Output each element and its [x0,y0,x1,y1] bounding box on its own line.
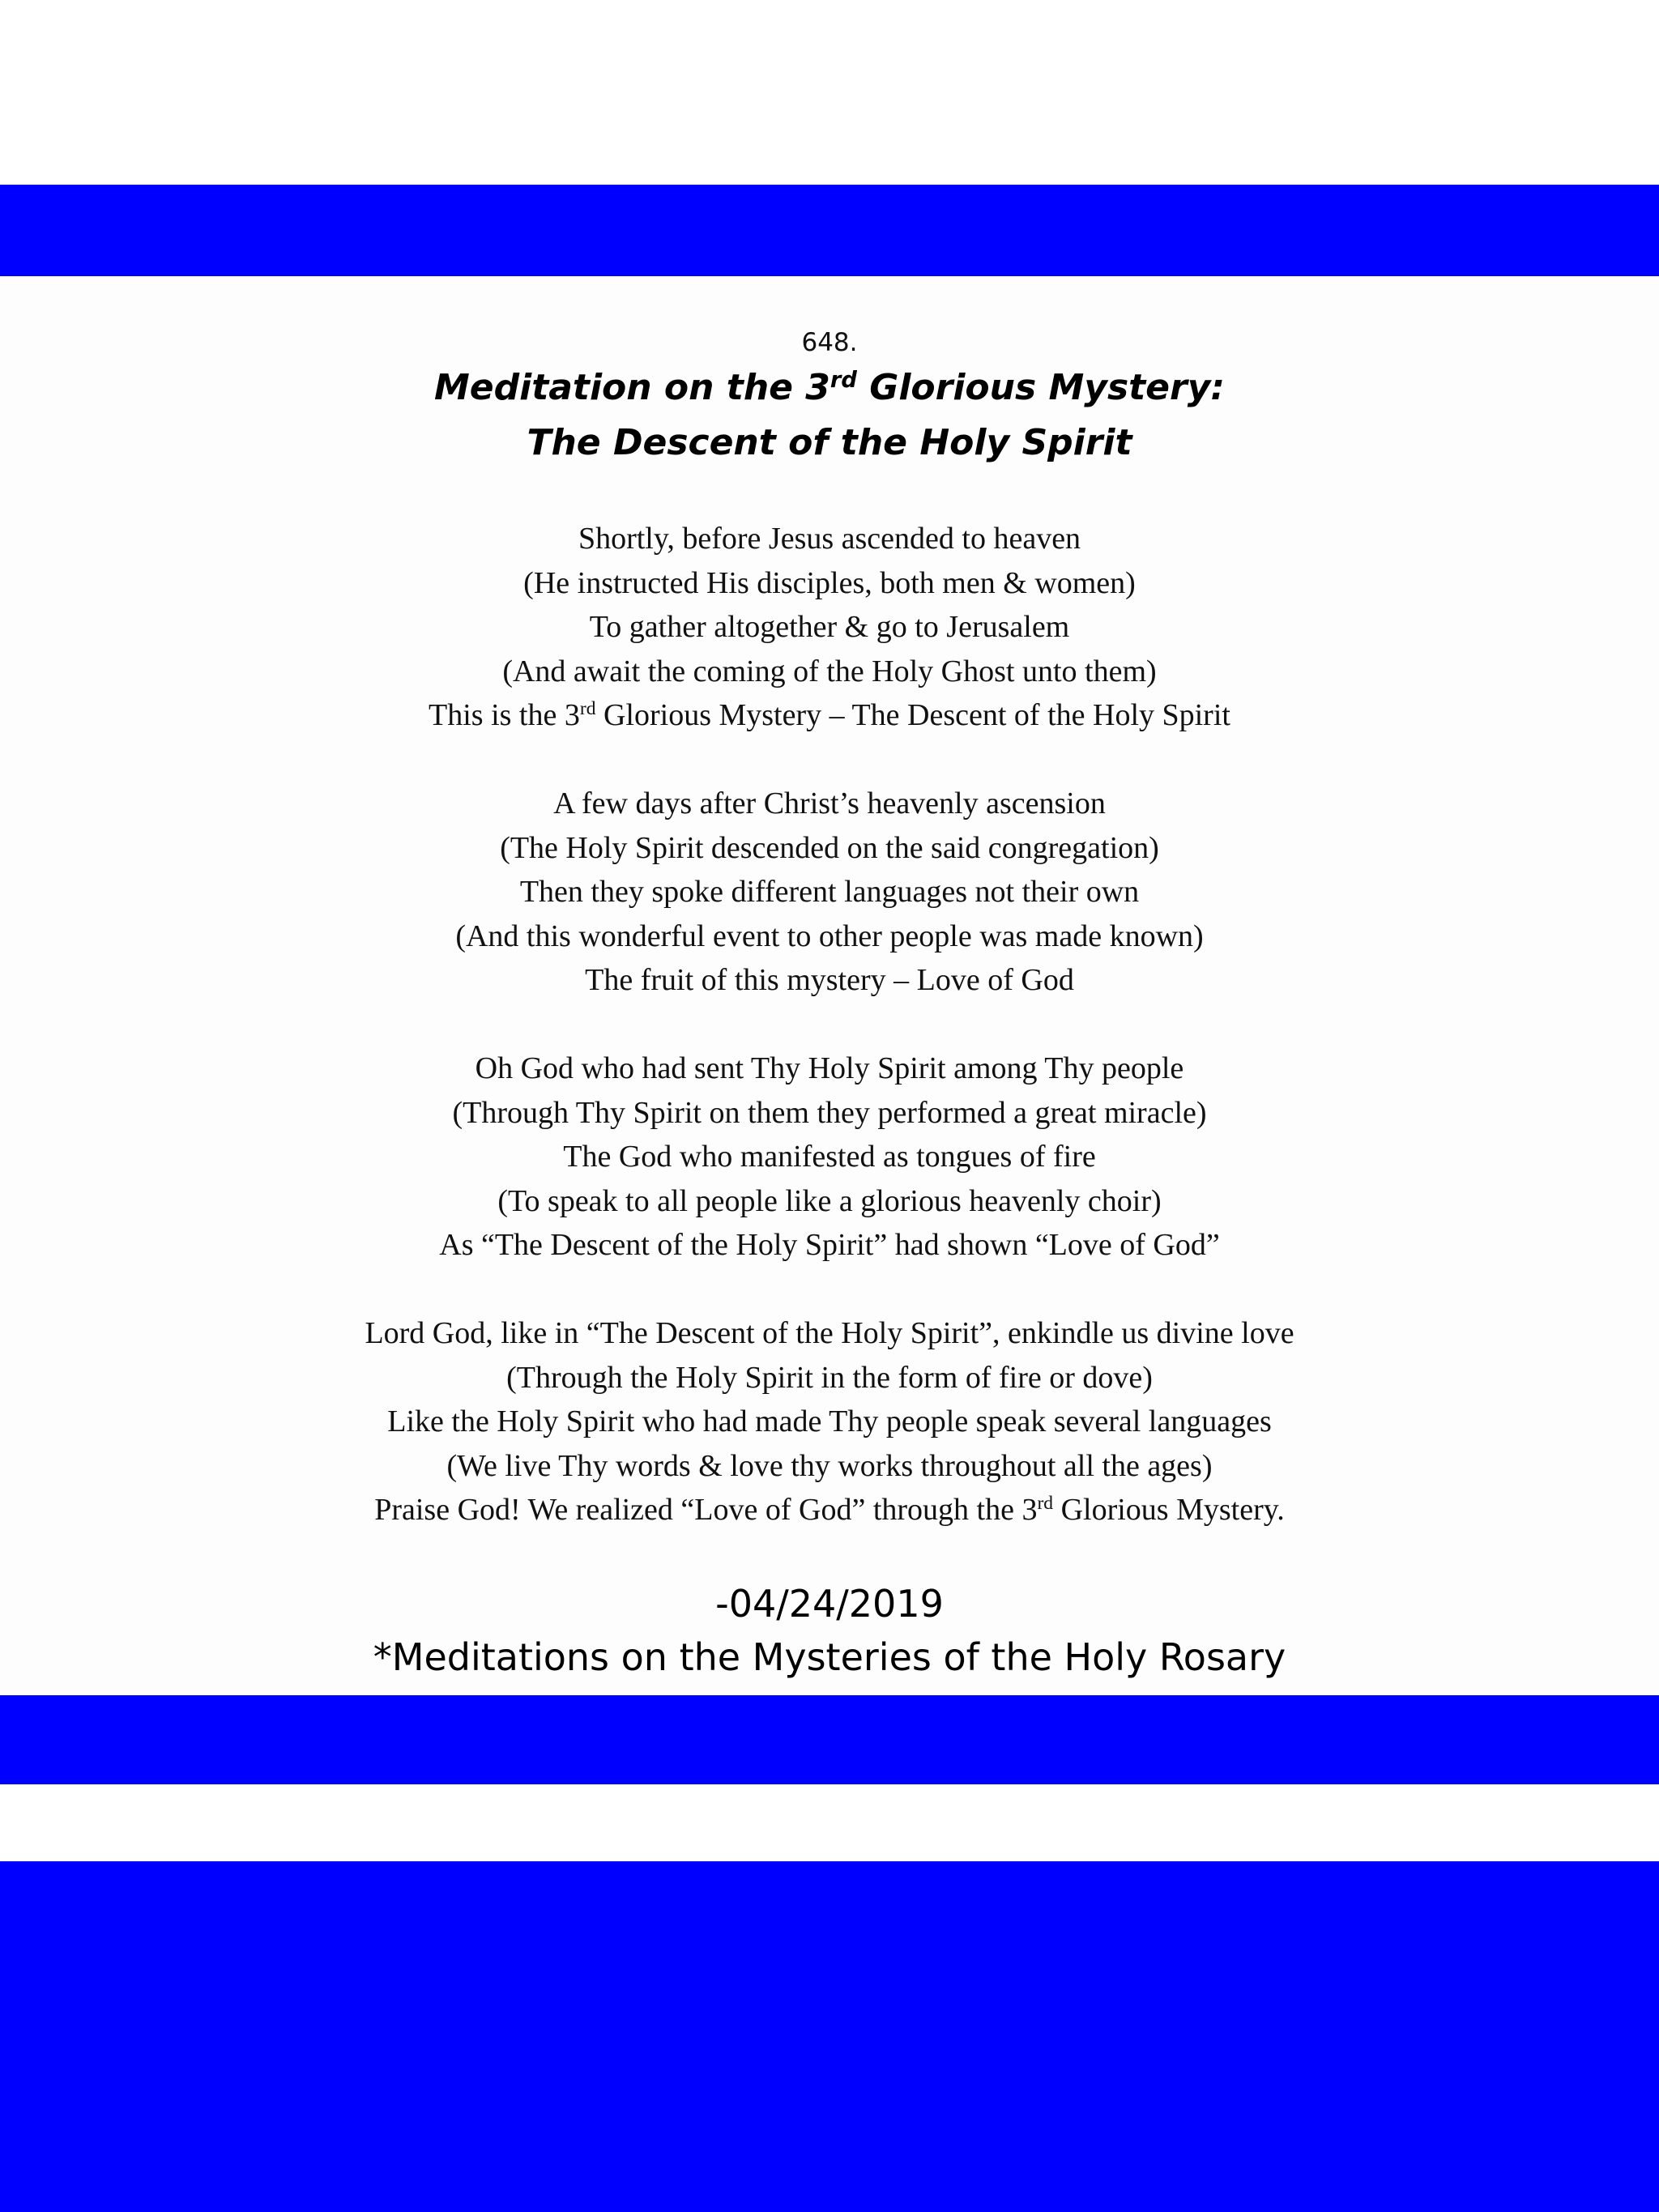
stanza-3 [0,1046,1659,1268]
poem-line-text: Praise God! We realized “Love of God” through the 3 [374,1493,1038,1527]
series-title: *Meditations on the Mysteries of the Holy Rosary [373,1635,1286,1679]
poem-number: 648. [801,328,858,357]
poem-line [0,1488,1659,1532]
poem-line: A few days after Christ’s heavenly ascension [553,786,1106,820]
poem-line: (The Holy Spirit descended on the said congregation) [500,830,1159,865]
poem-line: Then they spoke different languages not their own [519,875,1140,909]
poem-line: As “The Descent of the Holy Spirit” had shown “Love of God” [439,1228,1220,1262]
poem-line: (And this wonderful event to other people was made known) [455,918,1204,953]
poem-line: Shortly, before Jesus ascended to heaven [578,522,1081,556]
poem-line: (And await the coming of the Holy Ghost unto them) [502,654,1157,688]
poem-line: (To speak to all people like a glorious heavenly choir) [497,1183,1162,1218]
title-ordinal-suffix: rd [830,368,857,393]
poem-line: Lord God, like in “The Descent of the Holy Spirit”, enkindle us divine love [365,1316,1294,1350]
title-line-1-tail: Glorious Mystery: [856,367,1225,408]
poem-line: (We live Thy words & love thy works throughout all the ages) [446,1448,1213,1483]
poem-line: (He instructed His disciples, both men & women) [523,565,1136,600]
stanza-1 [0,517,1659,738]
title-line-1-text: Meditation on the 3 [434,367,830,408]
bottom-blue-band [0,1861,1659,2212]
ordinal-suffix: rd [579,698,596,720]
poem-line: (Through Thy Spirit on them they performed a great miracle) [452,1095,1207,1130]
ordinal-suffix: rd [1037,1493,1054,1515]
poem-body [0,517,1659,1576]
poem-line: The fruit of this mystery – Love of God [585,963,1074,997]
poem-line-tail: Glorious Mystery. [1053,1493,1285,1527]
stanza-2 [0,782,1659,1003]
poem-line: (Through the Holy Spirit in the form of fire or dove) [506,1360,1153,1395]
poem-line [0,693,1659,738]
poem-line: To gather altogether & go to Jerusalem [589,610,1070,644]
middle-blue-band [0,1695,1659,1784]
poem-line-tail: Glorious Mystery – The Descent of the Holy Spirit [595,698,1230,732]
date-stamp: -04/24/2019 [715,1582,944,1626]
page-title [0,360,1659,471]
poem-line: Oh God who had sent Thy Holy Spirit among Thy people [475,1051,1184,1085]
title-line-1 [0,360,1659,416]
poem-line: The God who manifested as tongues of fire [563,1140,1096,1174]
stanza-4 [0,1311,1659,1532]
poem-line: Like the Holy Spirit who had made Thy people speak several languages [387,1404,1272,1438]
poem-line-text: This is the 3 [429,698,580,732]
top-blue-band [0,185,1659,276]
title-line-2: The Descent of the Holy Spirit [527,422,1132,463]
